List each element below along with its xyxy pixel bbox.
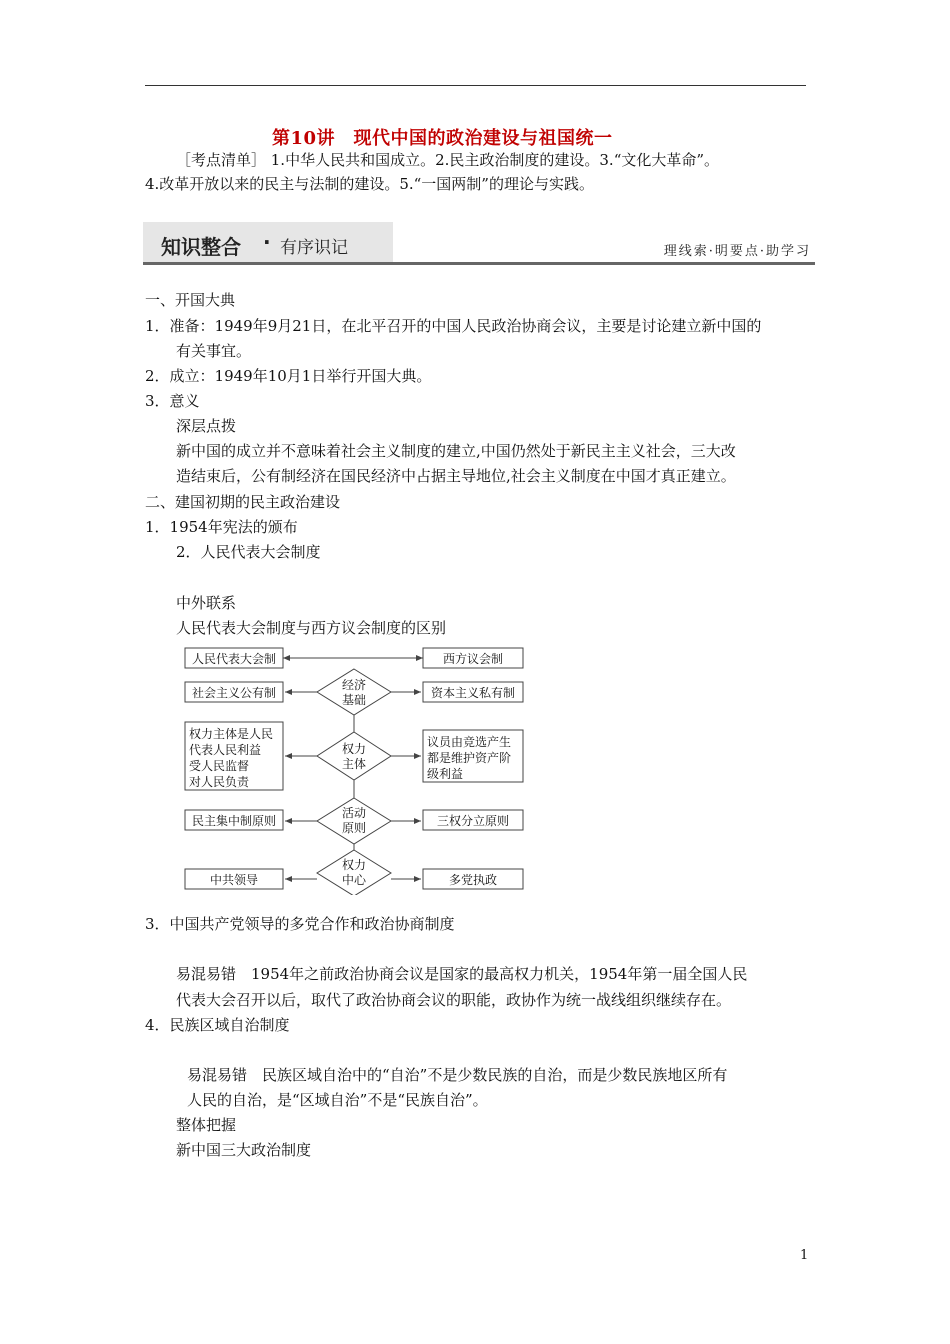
row1-left: 社会主义公有制 <box>191 686 277 700</box>
row4-center-b: 中心 <box>341 873 367 887</box>
banner-main-label: 知识整合 <box>161 235 241 259</box>
three-systems: 新中国三大政治制度 <box>176 1141 312 1159</box>
arrow-left-head <box>283 655 290 661</box>
row2-left-2: 代表人民利益 <box>189 743 262 757</box>
row2-center-b: 主体 <box>341 757 367 771</box>
para-s2-2: 2．人民代表大会制度 <box>176 543 321 561</box>
lesson-title: 第10讲 现代中国的政治建设与祖国统一 <box>272 128 613 149</box>
row3-left: 民主集中制原则 <box>191 814 277 828</box>
exam-points-line-1: ［考点清单］ 1.中华人民共和国成立。2.民主政治制度的建设。3.“文化大革命”。 <box>176 151 720 169</box>
header-rule <box>145 85 806 86</box>
row4-center-a: 权力 <box>341 858 367 872</box>
row4-left: 中共领导 <box>209 873 259 887</box>
heading-s1: 一、开国大典 <box>145 291 236 309</box>
confusion-2a: 易混易错 民族区域自治中的“自治”不是少数民族的自治，而是少数民族地区所有 <box>187 1066 728 1084</box>
row4-right: 多党执政 <box>448 873 498 887</box>
exam-points-line-2: 4.改革开放以来的民主与法制的建设。5.“一国两制”的理论与实践。 <box>145 175 594 193</box>
row3-right: 三权分立原则 <box>436 814 510 828</box>
row3-center-b: 原则 <box>341 821 367 835</box>
deep-para-a: 新中国的成立并不意味着社会主义制度的建立,中国仍然处于新民主主义社会，三大改 <box>176 442 736 460</box>
confusion-1b: 代表大会召开以后，取代了政治协商会议的职能，政协作为统一战线组织继续存在。 <box>176 991 732 1009</box>
banner-sub-label: 有序识记 <box>280 238 348 258</box>
row3-center-a: 活动 <box>341 806 367 820</box>
banner-rule <box>143 262 815 265</box>
row1-right: 资本主义私有制 <box>430 686 516 700</box>
para-s2-3: 3．中国共产党领导的多党合作和政治协商制度 <box>145 915 455 933</box>
para-s2-4: 4．民族区域自治制度 <box>145 1016 290 1034</box>
row2-right-3: 级利益 <box>427 767 464 781</box>
row2-center-a: 权力 <box>341 742 367 756</box>
whole-title: 整体把握 <box>176 1116 237 1134</box>
heading-s2: 二、建国初期的民主政治建设 <box>145 493 341 511</box>
arrow-right-head <box>416 655 423 661</box>
link-subtitle: 人民代表大会制度与西方议会制度的区别 <box>176 619 447 637</box>
para-s1-1b: 有关事宜。 <box>176 342 252 360</box>
row2-right-1: 议员由竞选产生 <box>427 735 512 749</box>
row1-center-a: 经济 <box>341 678 367 692</box>
para-s1-3: 3．意义 <box>145 392 200 410</box>
para-s1-2: 2．成立：1949年10月1日举行开国大典。 <box>145 367 432 385</box>
deep-title: 深层点拨 <box>176 417 237 435</box>
section-banner <box>143 222 815 266</box>
para-s2-1: 1．1954年宪法的颁布 <box>145 518 298 536</box>
row2-right-2: 都是维护资产阶 <box>427 751 512 765</box>
diagram-right-top-label: 西方议会制 <box>442 652 504 666</box>
banner-dot: · <box>263 230 271 254</box>
deep-para-b: 造结束后，公有制经济在国民经济中占据主导地位,社会主义制度在中国才真正建立。 <box>176 467 736 485</box>
link-title: 中外联系 <box>176 594 237 612</box>
row2-left-3: 受人民监督 <box>189 759 250 773</box>
row2-left-4: 对人民负责 <box>189 775 250 789</box>
row1-center-b: 基础 <box>341 693 367 707</box>
row2-left-1: 权力主体是人民 <box>189 727 274 741</box>
comparison-diagram <box>180 643 530 895</box>
page-number: 1 <box>800 1248 809 1263</box>
confusion-2b: 人民的自治，是“区域自治”不是“民族自治”。 <box>187 1091 488 1109</box>
para-s1-1a: 1．准备：1949年9月21日，在北平召开的中国人民政治协商会议，主要是讨论建立新中国的 <box>145 317 762 335</box>
banner-tagline: 理线索·明要点·助学习 <box>663 244 811 259</box>
confusion-1a: 易混易错 1954年之前政治协商会议是国家的最高权力机关，1954年第一届全国人民 <box>176 965 748 983</box>
diagram-left-top-label: 人民代表大会制 <box>191 652 277 666</box>
